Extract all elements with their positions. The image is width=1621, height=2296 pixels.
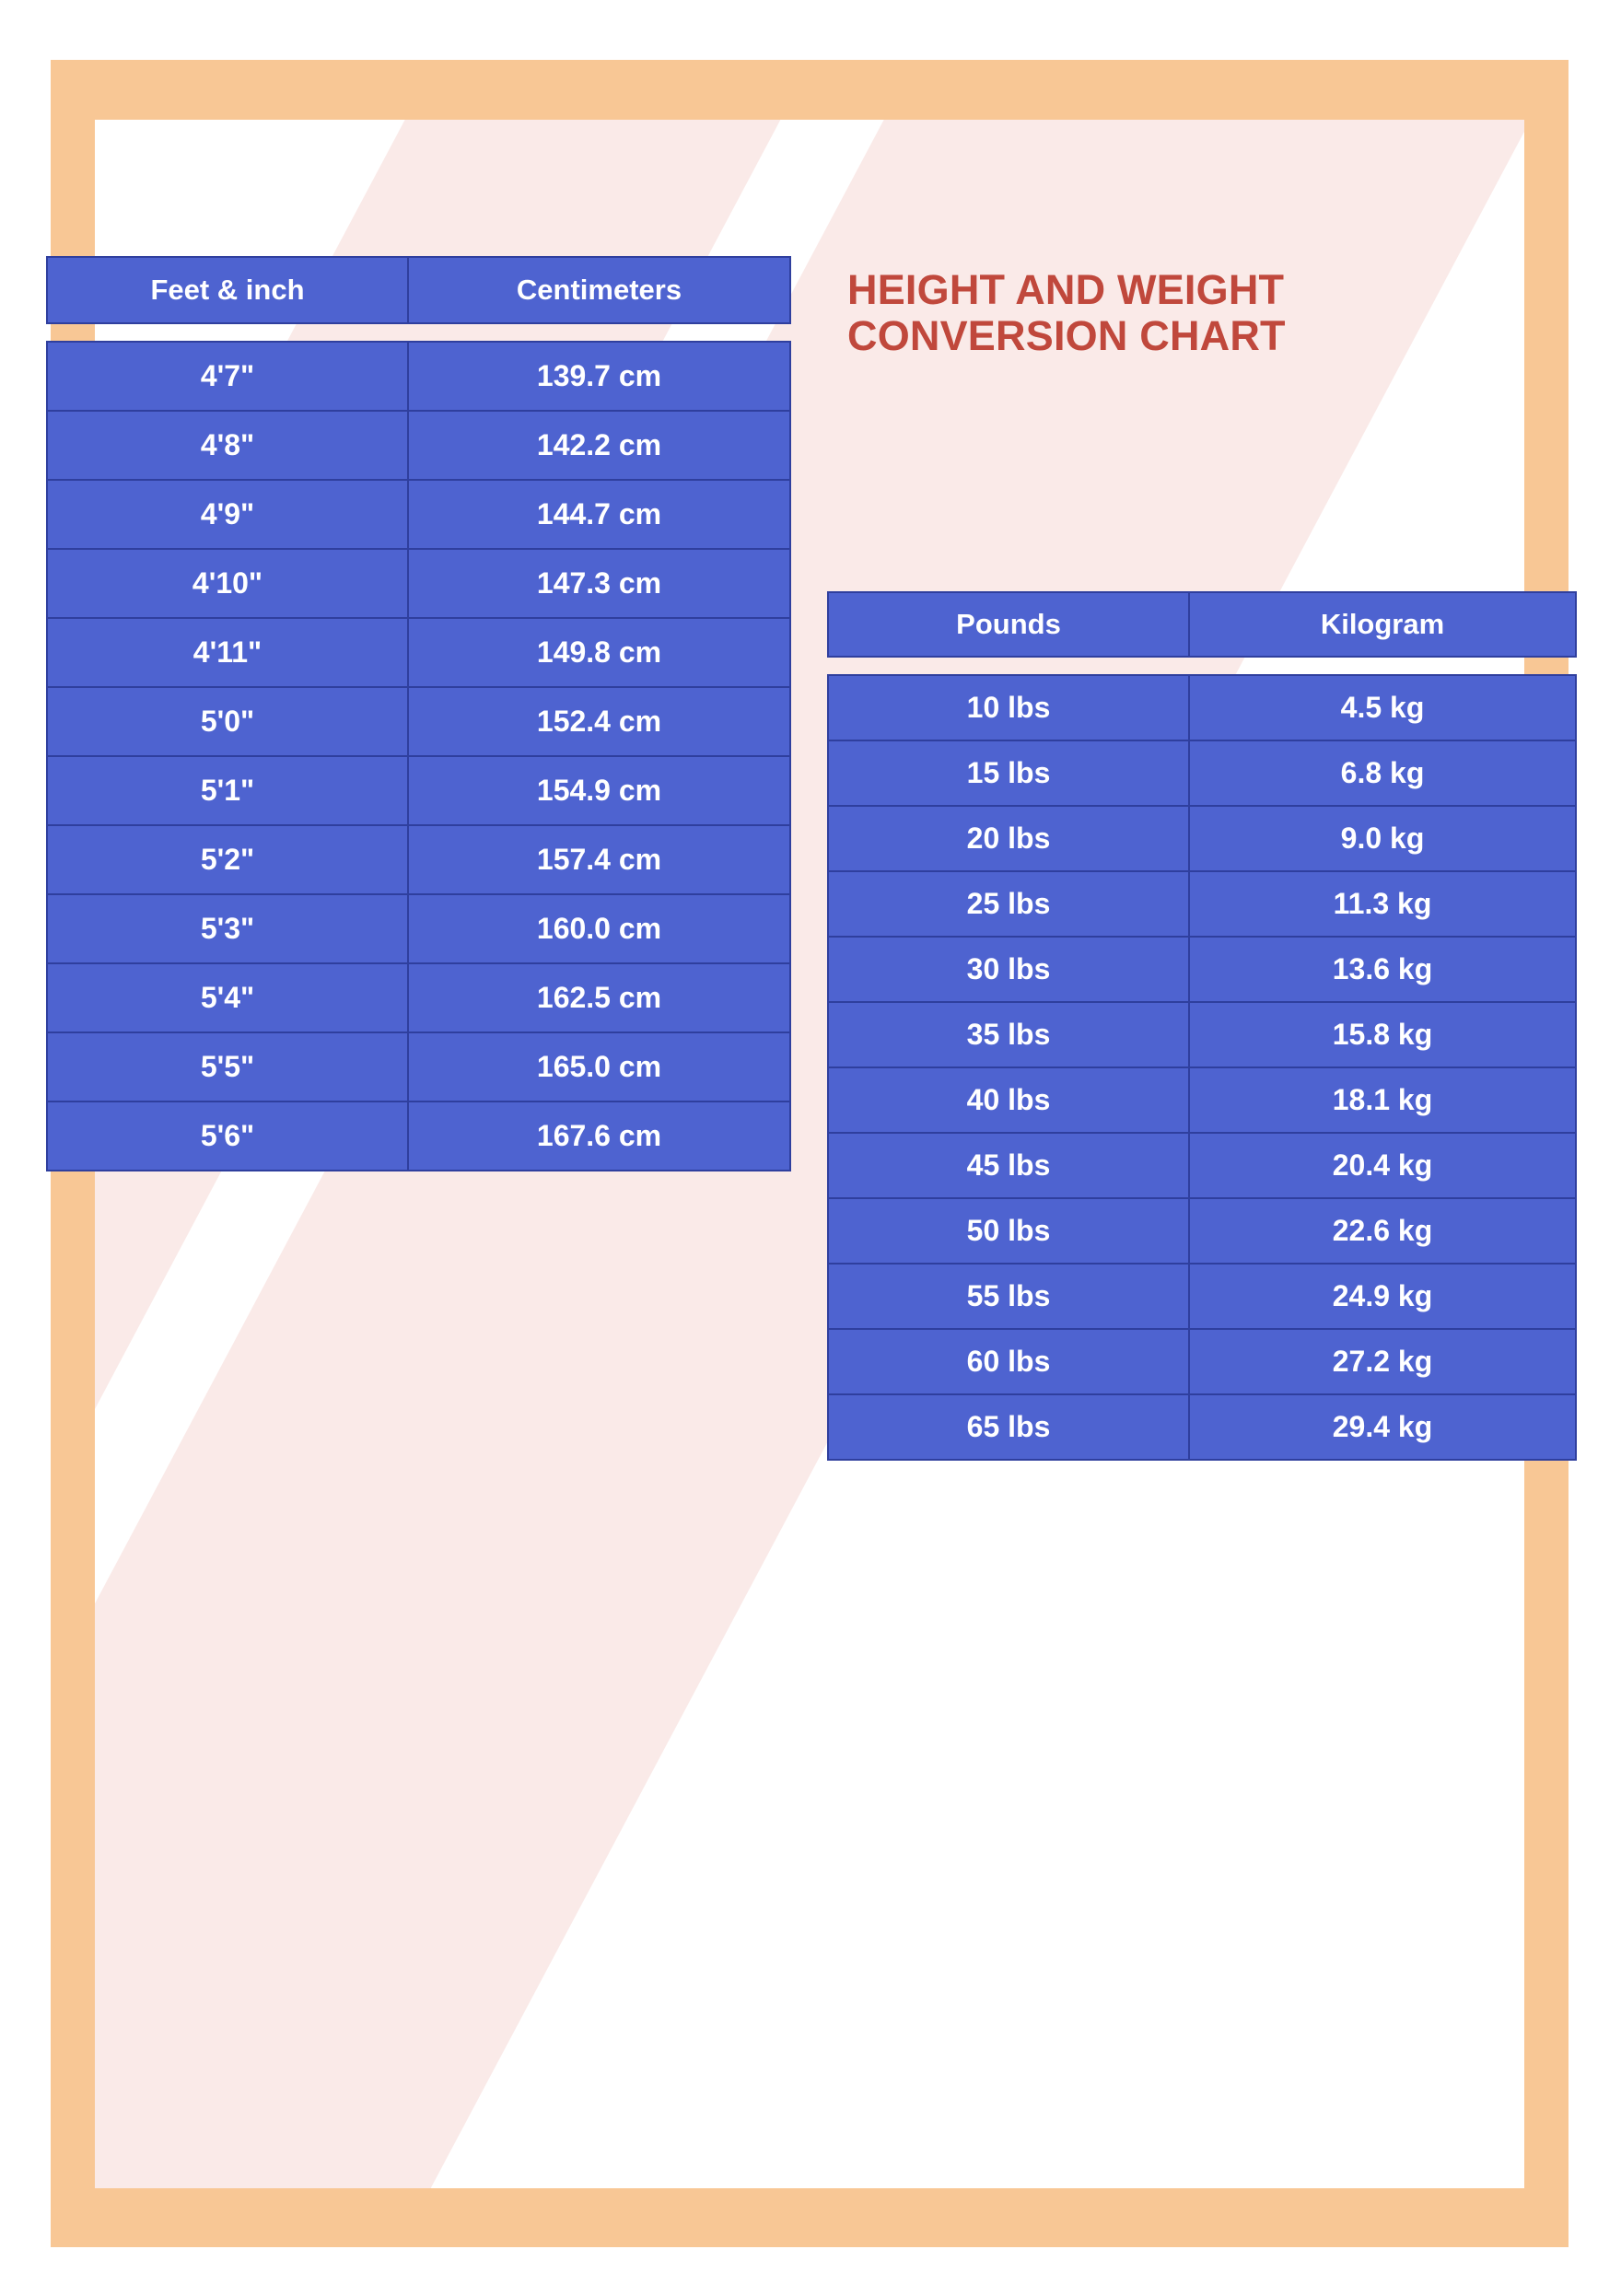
table-row: [829, 1330, 1575, 1395]
cell-feet-inch: 5'6": [200, 1119, 255, 1152]
table-row: [829, 741, 1575, 807]
table-row: [829, 676, 1575, 741]
table-row: [48, 757, 789, 826]
cell-kilogram: 6.8 kg: [1188, 741, 1575, 805]
weight-conversion-table: [827, 591, 1577, 1461]
cell-centimeters: 144.7 cm: [407, 481, 789, 548]
cell-feet-inch: 4'7": [200, 359, 255, 392]
cell-kilogram: 22.6 kg: [1188, 1199, 1575, 1263]
cell-centimeters: 152.4 cm: [407, 688, 789, 755]
cell-pounds: 30 lbs: [966, 952, 1051, 985]
table-row: [829, 938, 1575, 1003]
cell-kilogram: 18.1 kg: [1188, 1068, 1575, 1132]
cell-pounds: 25 lbs: [966, 887, 1051, 920]
height-conversion-table: [46, 256, 791, 1171]
cell-feet-inch: 5'5": [200, 1050, 255, 1083]
cell-pounds: 10 lbs: [966, 691, 1051, 724]
cell-feet-inch: 4'8": [200, 428, 255, 461]
cell-kilogram: 9.0 kg: [1188, 807, 1575, 870]
cell-pounds: 50 lbs: [966, 1214, 1051, 1247]
cell-kilogram: 15.8 kg: [1188, 1003, 1575, 1066]
table-row: [48, 895, 789, 964]
cell-pounds: 55 lbs: [966, 1279, 1051, 1312]
column-header-feet-inch: Feet & inch: [150, 274, 305, 306]
column-header-kilogram: Kilogram: [1188, 593, 1575, 656]
table-header-row: [827, 591, 1577, 658]
cell-centimeters: 154.9 cm: [407, 757, 789, 824]
table-row: [48, 1102, 789, 1170]
cell-centimeters: 160.0 cm: [407, 895, 789, 962]
cell-pounds: 65 lbs: [966, 1410, 1051, 1443]
column-header-pounds: Pounds: [956, 608, 1061, 640]
table-row: [829, 1068, 1575, 1134]
table-row: [48, 550, 789, 619]
table-row: [48, 481, 789, 550]
table-row: [48, 412, 789, 481]
table-row: [829, 1003, 1575, 1068]
cell-centimeters: 165.0 cm: [407, 1033, 789, 1101]
table-row: [48, 1033, 789, 1102]
table-row: [48, 619, 789, 688]
cell-centimeters: 142.2 cm: [407, 412, 789, 479]
table-row: [48, 343, 789, 412]
table-row: [48, 964, 789, 1033]
cell-centimeters: 167.6 cm: [407, 1102, 789, 1170]
table-body: [46, 341, 791, 1171]
cell-kilogram: 11.3 kg: [1188, 872, 1575, 936]
cell-kilogram: 29.4 kg: [1188, 1395, 1575, 1459]
cell-feet-inch: 5'3": [200, 912, 255, 945]
cell-feet-inch: 4'10": [192, 566, 263, 600]
cell-feet-inch: 4'11": [192, 635, 262, 669]
cell-centimeters: 149.8 cm: [407, 619, 789, 686]
cell-pounds: 20 lbs: [966, 822, 1051, 855]
cell-kilogram: 13.6 kg: [1188, 938, 1575, 1001]
cell-pounds: 35 lbs: [966, 1018, 1051, 1051]
table-row: [829, 1265, 1575, 1330]
cell-kilogram: 27.2 kg: [1188, 1330, 1575, 1393]
cell-pounds: 60 lbs: [966, 1345, 1051, 1378]
table-row: [48, 826, 789, 895]
cell-pounds: 45 lbs: [966, 1148, 1051, 1182]
column-header-centimeters: Centimeters: [407, 258, 789, 322]
cell-centimeters: 157.4 cm: [407, 826, 789, 893]
cell-kilogram: 20.4 kg: [1188, 1134, 1575, 1197]
table-row: [829, 807, 1575, 872]
table-row: [829, 1199, 1575, 1265]
table-row: [829, 1395, 1575, 1459]
cell-feet-inch: 5'0": [200, 705, 255, 738]
cell-kilogram: 4.5 kg: [1188, 676, 1575, 740]
table-header-row: [46, 256, 791, 324]
cell-centimeters: 147.3 cm: [407, 550, 789, 617]
table-body: [827, 674, 1577, 1461]
cell-feet-inch: 5'2": [200, 843, 255, 876]
cell-centimeters: 139.7 cm: [407, 343, 789, 410]
cell-pounds: 15 lbs: [966, 756, 1051, 789]
table-row: [48, 688, 789, 757]
cell-centimeters: 162.5 cm: [407, 964, 789, 1031]
page-title: HEIGHT AND WEIGHT CONVERSION CHART: [847, 266, 1286, 360]
cell-feet-inch: 4'9": [200, 497, 255, 530]
table-row: [829, 1134, 1575, 1199]
cell-feet-inch: 5'4": [200, 981, 255, 1014]
cell-pounds: 40 lbs: [966, 1083, 1051, 1116]
cell-kilogram: 24.9 kg: [1188, 1265, 1575, 1328]
table-row: [829, 872, 1575, 938]
cell-feet-inch: 5'1": [200, 774, 255, 807]
